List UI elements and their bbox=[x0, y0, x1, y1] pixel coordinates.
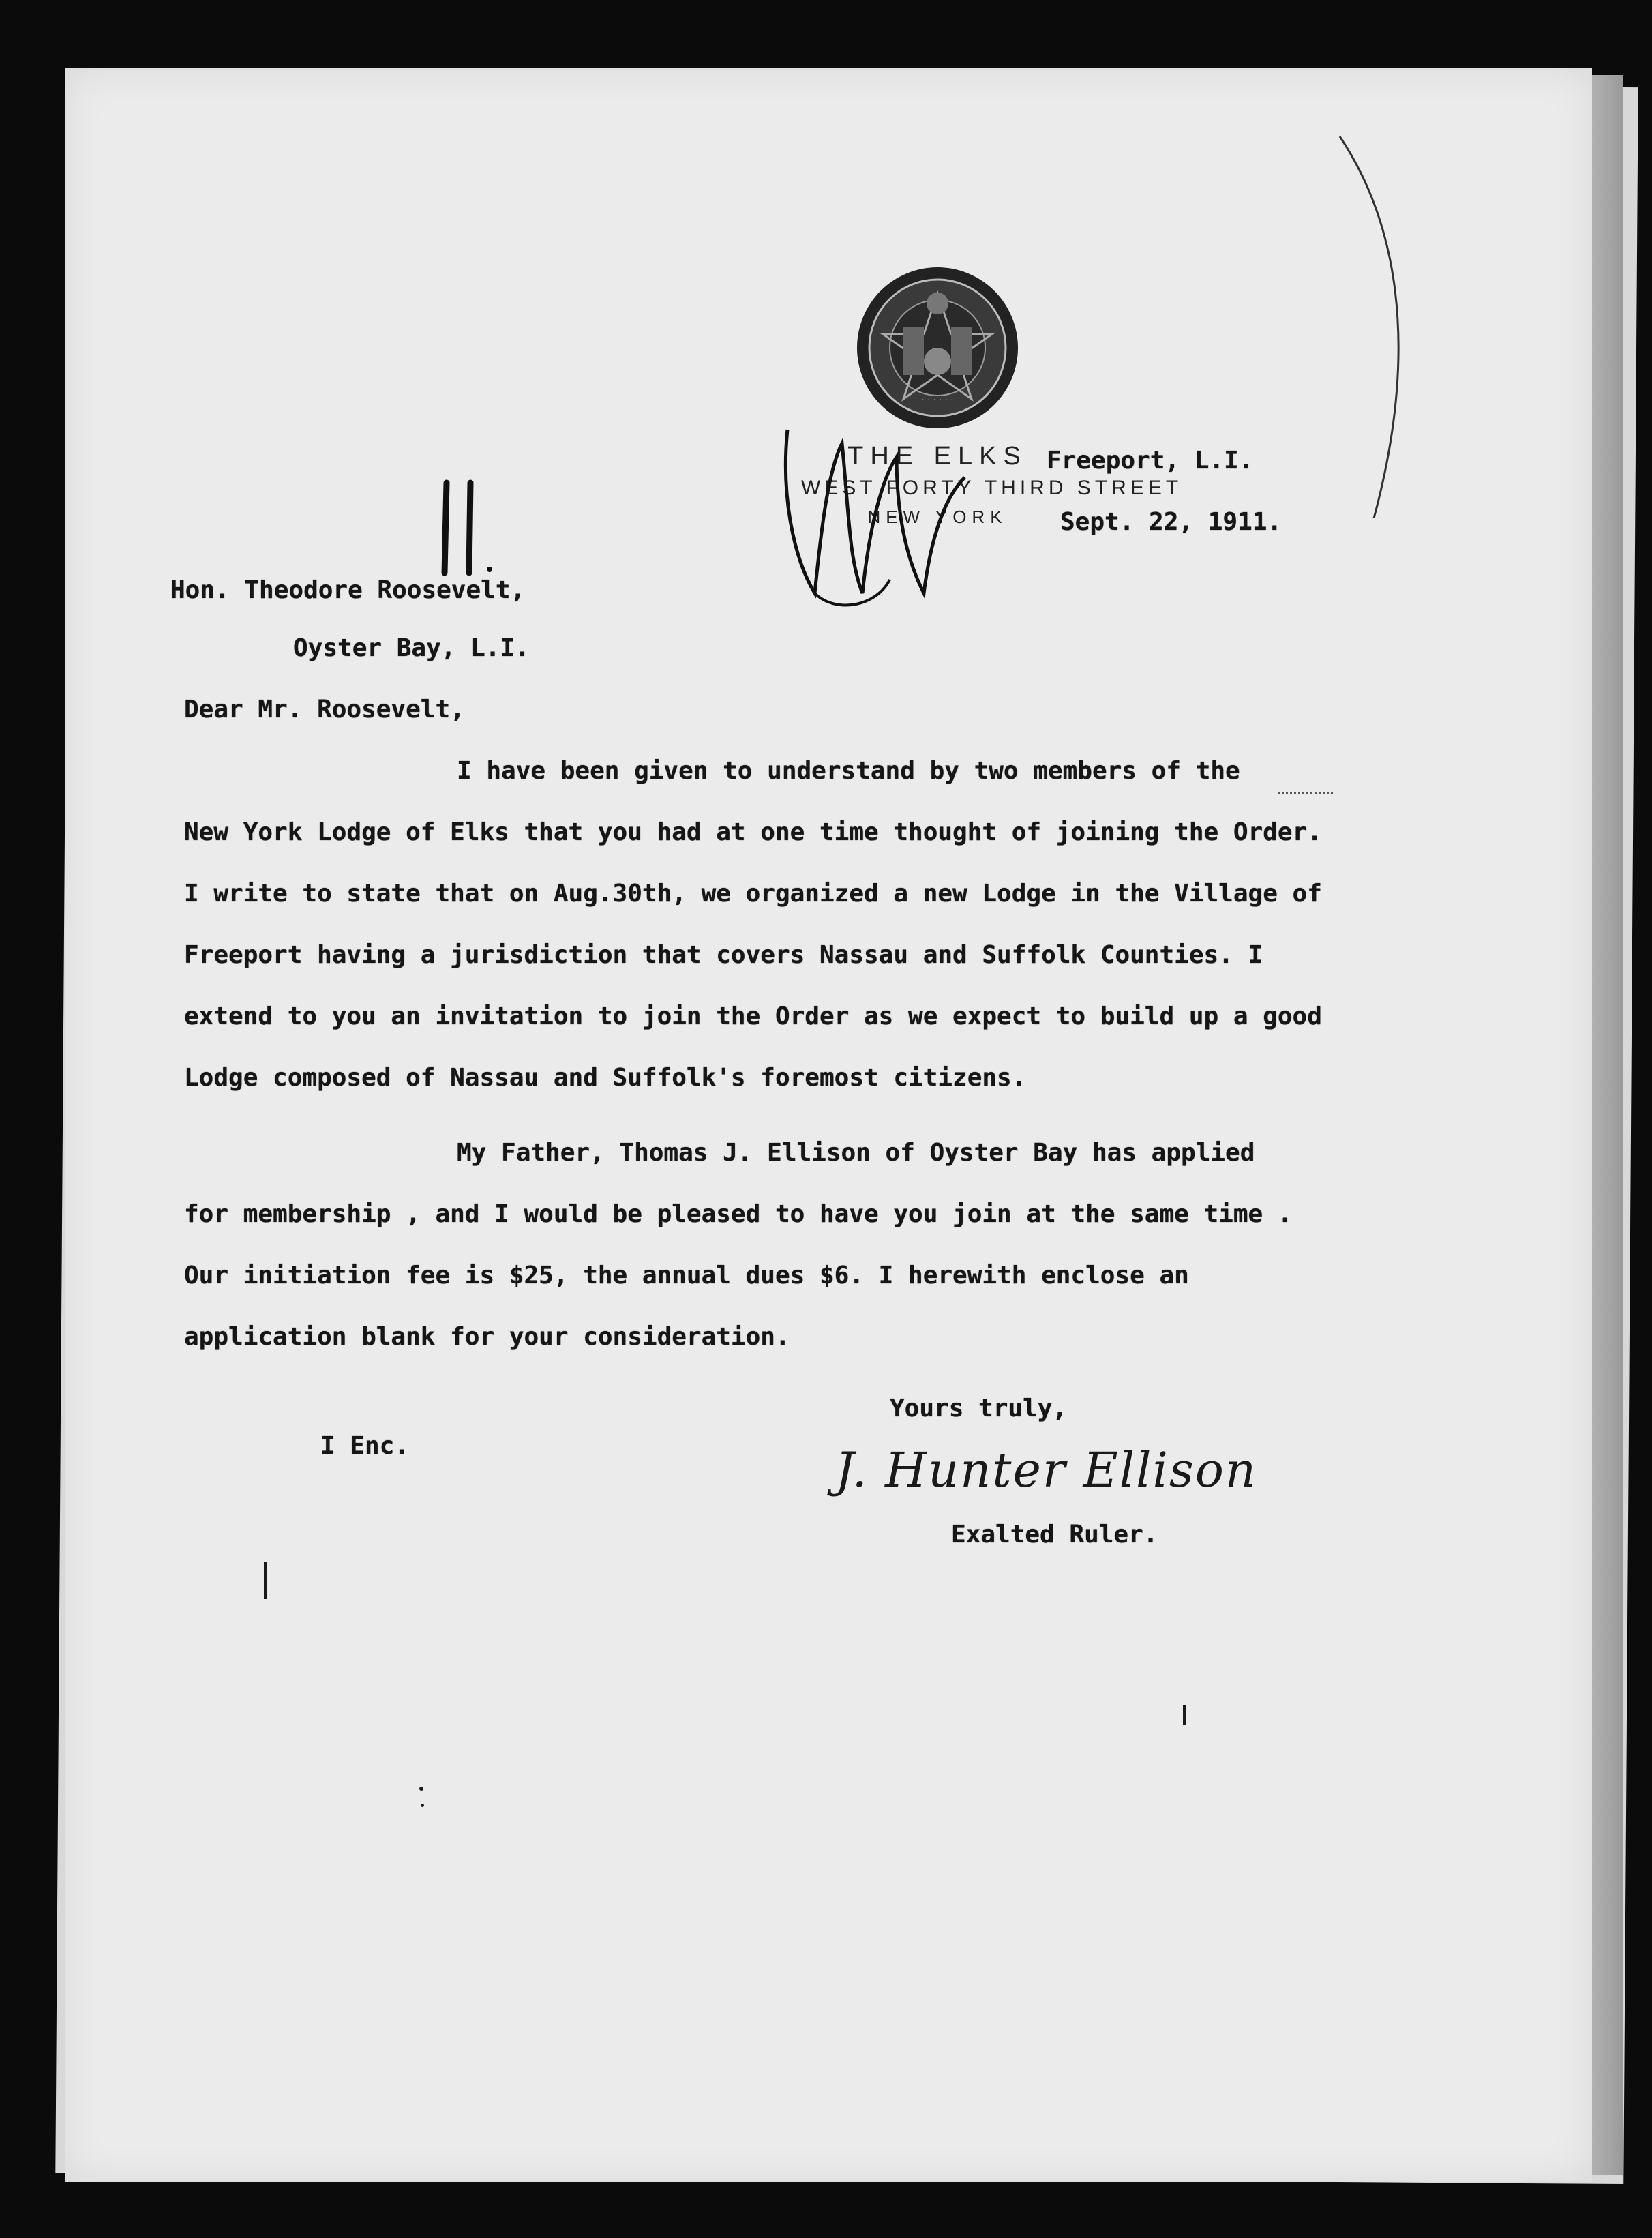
recipient-address: Oyster Bay, L.I. bbox=[293, 634, 530, 662]
signer-title: Exalted Ruler. bbox=[951, 1521, 1158, 1549]
enclosure-note: I Enc. bbox=[320, 1432, 410, 1460]
place-line: Freeport, L.I. bbox=[1047, 447, 1254, 475]
letterhead-street: WEST FORTY THIRD STREET bbox=[801, 477, 1183, 499]
letterhead-organization: THE ELKS bbox=[847, 442, 1027, 471]
svg-text:· · · · · ·: · · · · · · bbox=[921, 393, 954, 404]
body-line: New York Lodge of Elks that you had at one time thought of joining the Order. bbox=[184, 818, 1322, 846]
salutation: Dear Mr. Roosevelt, bbox=[184, 696, 465, 723]
stray-dot bbox=[419, 1787, 423, 1791]
closing: Yours truly, bbox=[890, 1394, 1068, 1422]
handwritten-11-mark bbox=[436, 477, 498, 580]
body-line: My Father, Thomas J. Ellison of Oyster Bay has applied bbox=[457, 1139, 1255, 1167]
letterhead-city: NEW YORK bbox=[867, 507, 1008, 527]
body-line: I have been given to understand by two members of the bbox=[457, 757, 1240, 785]
stray-pen-mark bbox=[264, 1562, 267, 1599]
pen-flourish-mark bbox=[774, 389, 978, 614]
body-line: Freeport having a jurisdiction that covers Nassau and Suffolk Counties. I bbox=[184, 941, 1263, 969]
signature: J. Hunter Ellison bbox=[835, 1442, 1258, 1498]
body-line: extend to you an invitation to join the Order as we expect to build up a good bbox=[184, 1002, 1322, 1030]
date-line: Sept. 22, 1911. bbox=[1060, 508, 1282, 536]
body-line: I write to state that on Aug.30th, we organized a new Lodge in the Village of bbox=[184, 880, 1322, 908]
stray-pen-mark bbox=[1183, 1705, 1186, 1725]
body-line: Lodge composed of Nassau and Suffolk's foremost citizens. bbox=[184, 1064, 1027, 1092]
body-line: Our initiation fee is $25, the annual dues $6. I herewith enclose an bbox=[184, 1262, 1189, 1289]
body-line: application blank for your consideration. bbox=[184, 1323, 790, 1351]
letter-page bbox=[65, 68, 1592, 2182]
stray-dot bbox=[421, 1804, 424, 1807]
pencil-curve-mark bbox=[1333, 136, 1422, 518]
body-line: for membership , and I would be pleased to have you join at the same time . bbox=[184, 1200, 1293, 1228]
recipient-name: Hon. Theodore Roosevelt, bbox=[170, 576, 526, 604]
ink-dots bbox=[1278, 792, 1333, 794]
